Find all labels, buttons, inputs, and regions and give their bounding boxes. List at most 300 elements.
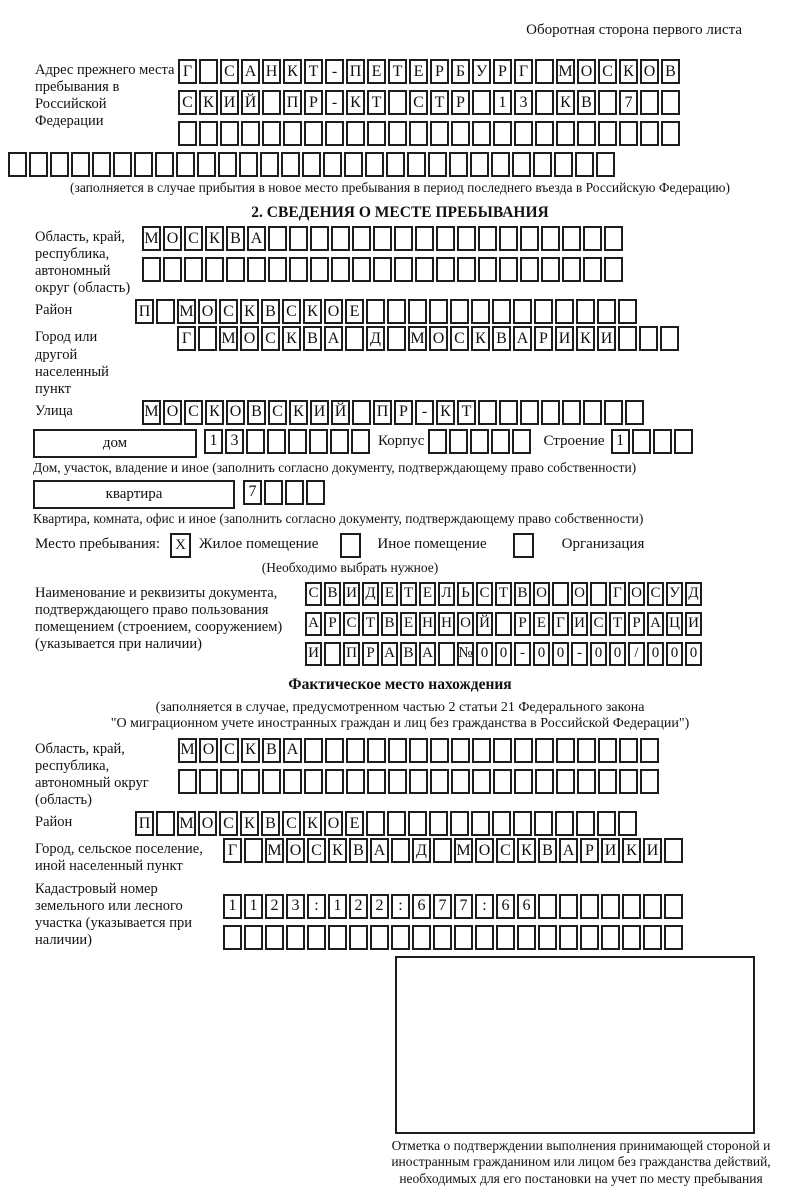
char-cell[interactable]: С bbox=[220, 738, 239, 763]
char-cell[interactable]: К bbox=[328, 838, 347, 863]
char-cell[interactable] bbox=[142, 257, 161, 282]
char-cell[interactable] bbox=[366, 299, 385, 324]
char-cell[interactable] bbox=[346, 769, 365, 794]
char-cell[interactable]: П bbox=[373, 400, 392, 425]
char-cell[interactable]: С bbox=[178, 90, 197, 115]
char-cell[interactable] bbox=[643, 894, 662, 919]
char-cell[interactable] bbox=[596, 152, 615, 177]
char-cell[interactable] bbox=[556, 738, 575, 763]
char-cell[interactable]: Е bbox=[381, 582, 398, 606]
char-cell[interactable]: П bbox=[135, 299, 154, 324]
char-cell[interactable]: В bbox=[226, 226, 245, 251]
char-cell[interactable] bbox=[554, 152, 573, 177]
char-cell[interactable] bbox=[496, 925, 515, 950]
char-cell[interactable]: К bbox=[205, 226, 224, 251]
char-cell[interactable] bbox=[323, 152, 342, 177]
char-cell[interactable] bbox=[345, 326, 364, 351]
char-cell[interactable]: К bbox=[240, 811, 259, 836]
char-cell[interactable] bbox=[268, 226, 287, 251]
char-cell[interactable]: О bbox=[324, 811, 343, 836]
char-cell[interactable] bbox=[429, 299, 448, 324]
char-cell[interactable]: Н bbox=[262, 59, 281, 84]
char-cell[interactable] bbox=[618, 299, 637, 324]
char-cell[interactable]: Й bbox=[476, 612, 493, 636]
char-cell[interactable]: О bbox=[475, 838, 494, 863]
char-cell[interactable] bbox=[597, 299, 616, 324]
char-cell[interactable] bbox=[520, 257, 539, 282]
char-cell[interactable]: Б bbox=[451, 59, 470, 84]
char-cell[interactable] bbox=[619, 769, 638, 794]
char-cell[interactable] bbox=[577, 738, 596, 763]
char-cell[interactable] bbox=[555, 299, 574, 324]
char-cell[interactable] bbox=[433, 925, 452, 950]
char-cell[interactable]: Г bbox=[223, 838, 242, 863]
char-cell[interactable] bbox=[134, 152, 153, 177]
char-cell[interactable] bbox=[262, 769, 281, 794]
char-cell[interactable] bbox=[366, 811, 385, 836]
char-cell[interactable]: Н bbox=[419, 612, 436, 636]
char-cell[interactable] bbox=[520, 226, 539, 251]
char-cell[interactable] bbox=[365, 152, 384, 177]
char-cell[interactable] bbox=[449, 152, 468, 177]
char-cell[interactable] bbox=[241, 769, 260, 794]
char-cell[interactable]: К bbox=[556, 90, 575, 115]
char-cell[interactable]: В bbox=[261, 811, 280, 836]
char-cell[interactable]: Л bbox=[438, 582, 455, 606]
char-cell[interactable]: В bbox=[262, 738, 281, 763]
char-cell[interactable]: О bbox=[640, 59, 659, 84]
char-cell[interactable]: А bbox=[324, 326, 343, 351]
char-cell[interactable]: А bbox=[381, 642, 398, 666]
char-cell[interactable] bbox=[247, 257, 266, 282]
char-cell[interactable]: О bbox=[240, 326, 259, 351]
char-cell[interactable] bbox=[92, 152, 111, 177]
char-cell[interactable]: И bbox=[597, 326, 616, 351]
char-cell[interactable]: К bbox=[241, 738, 260, 763]
char-cell[interactable] bbox=[541, 400, 560, 425]
char-cell[interactable] bbox=[451, 121, 470, 146]
char-cell[interactable] bbox=[512, 429, 531, 454]
char-cell[interactable] bbox=[598, 90, 617, 115]
char-cell[interactable]: К bbox=[303, 299, 322, 324]
char-cell[interactable]: Р bbox=[394, 400, 413, 425]
char-cell[interactable]: 2 bbox=[370, 894, 389, 919]
char-cell[interactable]: В bbox=[349, 838, 368, 863]
char-cell[interactable] bbox=[619, 738, 638, 763]
char-cell[interactable]: М bbox=[177, 811, 196, 836]
char-cell[interactable] bbox=[267, 429, 286, 454]
char-cell[interactable] bbox=[388, 90, 407, 115]
char-cell[interactable]: 6 bbox=[517, 894, 536, 919]
char-cell[interactable]: С bbox=[307, 838, 326, 863]
char-cell[interactable]: Е bbox=[419, 582, 436, 606]
char-cell[interactable]: В bbox=[577, 90, 596, 115]
char-cell[interactable]: М bbox=[178, 738, 197, 763]
char-cell[interactable]: Д bbox=[362, 582, 379, 606]
char-cell[interactable] bbox=[281, 152, 300, 177]
char-cell[interactable]: 3 bbox=[225, 429, 244, 454]
char-cell[interactable]: С bbox=[261, 326, 280, 351]
char-cell[interactable] bbox=[409, 738, 428, 763]
char-cell[interactable] bbox=[373, 257, 392, 282]
char-cell[interactable] bbox=[664, 894, 683, 919]
char-cell[interactable]: К bbox=[283, 59, 302, 84]
char-cell[interactable] bbox=[559, 894, 578, 919]
char-cell[interactable] bbox=[556, 121, 575, 146]
char-cell[interactable]: Р bbox=[534, 326, 553, 351]
char-cell[interactable] bbox=[394, 257, 413, 282]
char-cell[interactable]: М bbox=[177, 299, 196, 324]
char-cell[interactable] bbox=[239, 152, 258, 177]
char-cell[interactable]: В bbox=[324, 582, 341, 606]
char-cell[interactable]: С bbox=[220, 59, 239, 84]
char-cell[interactable]: Т bbox=[367, 90, 386, 115]
char-cell[interactable] bbox=[562, 400, 581, 425]
char-cell[interactable] bbox=[562, 226, 581, 251]
char-cell[interactable] bbox=[8, 152, 27, 177]
char-cell[interactable]: К bbox=[346, 90, 365, 115]
char-cell[interactable] bbox=[156, 299, 175, 324]
char-cell[interactable] bbox=[391, 925, 410, 950]
char-cell[interactable]: Е bbox=[533, 612, 550, 636]
char-cell[interactable]: Т bbox=[430, 90, 449, 115]
char-cell[interactable] bbox=[223, 925, 242, 950]
char-cell[interactable] bbox=[535, 738, 554, 763]
char-cell[interactable] bbox=[289, 226, 308, 251]
char-cell[interactable]: - bbox=[325, 59, 344, 84]
char-cell[interactable]: Е bbox=[409, 59, 428, 84]
char-cell[interactable] bbox=[226, 257, 245, 282]
char-cell[interactable]: 1 bbox=[328, 894, 347, 919]
char-cell[interactable]: Т bbox=[400, 582, 417, 606]
char-cell[interactable] bbox=[454, 925, 473, 950]
char-cell[interactable] bbox=[310, 226, 329, 251]
char-cell[interactable]: Ц bbox=[666, 612, 683, 636]
char-cell[interactable] bbox=[344, 152, 363, 177]
char-cell[interactable]: А bbox=[419, 642, 436, 666]
char-cell[interactable] bbox=[430, 121, 449, 146]
char-cell[interactable] bbox=[604, 257, 623, 282]
char-cell[interactable]: В bbox=[400, 642, 417, 666]
char-cell[interactable]: С bbox=[590, 612, 607, 636]
char-cell[interactable]: Й bbox=[241, 90, 260, 115]
char-cell[interactable]: С bbox=[496, 838, 515, 863]
char-cell[interactable]: К bbox=[471, 326, 490, 351]
char-cell[interactable] bbox=[640, 738, 659, 763]
char-cell[interactable] bbox=[178, 121, 197, 146]
char-cell[interactable]: - bbox=[325, 90, 344, 115]
char-cell[interactable] bbox=[535, 769, 554, 794]
char-cell[interactable]: 3 bbox=[286, 894, 305, 919]
char-cell[interactable]: О bbox=[163, 400, 182, 425]
char-cell[interactable]: С bbox=[184, 226, 203, 251]
char-cell[interactable] bbox=[409, 769, 428, 794]
char-cell[interactable]: О bbox=[571, 582, 588, 606]
char-cell[interactable] bbox=[598, 121, 617, 146]
char-cell[interactable]: 7 bbox=[243, 480, 262, 505]
char-cell[interactable]: О bbox=[533, 582, 550, 606]
char-cell[interactable] bbox=[199, 59, 218, 84]
char-cell[interactable] bbox=[512, 152, 531, 177]
char-cell[interactable]: С bbox=[343, 612, 360, 636]
char-cell[interactable] bbox=[304, 769, 323, 794]
char-cell[interactable] bbox=[199, 769, 218, 794]
char-cell[interactable] bbox=[351, 429, 370, 454]
char-cell[interactable] bbox=[268, 257, 287, 282]
char-cell[interactable] bbox=[262, 90, 281, 115]
char-cell[interactable]: А bbox=[559, 838, 578, 863]
char-cell[interactable] bbox=[499, 400, 518, 425]
char-cell[interactable]: К bbox=[576, 326, 595, 351]
char-cell[interactable] bbox=[583, 257, 602, 282]
char-cell[interactable] bbox=[472, 769, 491, 794]
char-cell[interactable]: О bbox=[457, 612, 474, 636]
char-cell[interactable] bbox=[408, 811, 427, 836]
char-cell[interactable] bbox=[310, 257, 329, 282]
char-cell[interactable]: К bbox=[303, 811, 322, 836]
char-cell[interactable]: Е bbox=[367, 59, 386, 84]
char-cell[interactable] bbox=[218, 152, 237, 177]
char-cell[interactable]: 7 bbox=[454, 894, 473, 919]
char-cell[interactable]: Т bbox=[457, 400, 476, 425]
char-cell[interactable]: Т bbox=[304, 59, 323, 84]
char-cell[interactable] bbox=[265, 925, 284, 950]
char-cell[interactable] bbox=[559, 925, 578, 950]
char-cell[interactable]: О bbox=[628, 582, 645, 606]
char-cell[interactable]: Т bbox=[495, 582, 512, 606]
char-cell[interactable]: В bbox=[247, 400, 266, 425]
char-cell[interactable]: 0 bbox=[476, 642, 493, 666]
char-cell[interactable]: К bbox=[517, 838, 536, 863]
char-cell[interactable] bbox=[352, 257, 371, 282]
char-cell[interactable]: Р bbox=[628, 612, 645, 636]
char-cell[interactable] bbox=[436, 226, 455, 251]
char-cell[interactable]: М bbox=[556, 59, 575, 84]
char-cell[interactable] bbox=[50, 152, 69, 177]
residential-checkbox[interactable]: X bbox=[170, 533, 191, 558]
char-cell[interactable]: О bbox=[199, 738, 218, 763]
char-cell[interactable]: 1 bbox=[493, 90, 512, 115]
char-cell[interactable] bbox=[412, 925, 431, 950]
char-cell[interactable]: В bbox=[303, 326, 322, 351]
char-cell[interactable] bbox=[324, 642, 341, 666]
char-cell[interactable] bbox=[493, 738, 512, 763]
char-cell[interactable] bbox=[428, 152, 447, 177]
char-cell[interactable]: : bbox=[391, 894, 410, 919]
char-cell[interactable]: 1 bbox=[223, 894, 242, 919]
char-cell[interactable] bbox=[325, 121, 344, 146]
char-cell[interactable]: С bbox=[282, 811, 301, 836]
char-cell[interactable] bbox=[514, 121, 533, 146]
char-cell[interactable] bbox=[577, 769, 596, 794]
char-cell[interactable]: Д bbox=[412, 838, 431, 863]
char-cell[interactable]: Р bbox=[304, 90, 323, 115]
char-cell[interactable] bbox=[373, 226, 392, 251]
char-cell[interactable] bbox=[388, 738, 407, 763]
char-cell[interactable] bbox=[604, 400, 623, 425]
char-cell[interactable] bbox=[664, 838, 683, 863]
char-cell[interactable] bbox=[285, 480, 304, 505]
char-cell[interactable]: Г bbox=[178, 59, 197, 84]
char-cell[interactable] bbox=[514, 769, 533, 794]
char-cell[interactable] bbox=[541, 257, 560, 282]
char-cell[interactable] bbox=[451, 769, 470, 794]
char-cell[interactable] bbox=[514, 738, 533, 763]
other-premises-checkbox[interactable] bbox=[340, 533, 361, 558]
char-cell[interactable] bbox=[598, 769, 617, 794]
char-cell[interactable] bbox=[604, 226, 623, 251]
char-cell[interactable] bbox=[471, 299, 490, 324]
char-cell[interactable]: 2 bbox=[265, 894, 284, 919]
char-cell[interactable] bbox=[580, 894, 599, 919]
char-cell[interactable] bbox=[661, 90, 680, 115]
char-cell[interactable]: С bbox=[598, 59, 617, 84]
char-cell[interactable]: М bbox=[142, 400, 161, 425]
char-cell[interactable]: О bbox=[163, 226, 182, 251]
char-cell[interactable] bbox=[163, 257, 182, 282]
char-cell[interactable] bbox=[331, 226, 350, 251]
char-cell[interactable] bbox=[367, 738, 386, 763]
char-cell[interactable] bbox=[619, 121, 638, 146]
char-cell[interactable] bbox=[244, 838, 263, 863]
char-cell[interactable]: О bbox=[198, 299, 217, 324]
char-cell[interactable] bbox=[205, 257, 224, 282]
char-cell[interactable]: С bbox=[219, 299, 238, 324]
organization-checkbox[interactable] bbox=[513, 533, 534, 558]
char-cell[interactable]: И bbox=[220, 90, 239, 115]
char-cell[interactable] bbox=[330, 429, 349, 454]
char-cell[interactable] bbox=[408, 299, 427, 324]
char-cell[interactable] bbox=[576, 811, 595, 836]
char-cell[interactable] bbox=[155, 152, 174, 177]
char-cell[interactable]: О bbox=[286, 838, 305, 863]
char-cell[interactable]: С bbox=[647, 582, 664, 606]
char-cell[interactable]: У bbox=[472, 59, 491, 84]
char-cell[interactable] bbox=[583, 226, 602, 251]
char-cell[interactable]: Г bbox=[552, 612, 569, 636]
char-cell[interactable]: Р bbox=[493, 59, 512, 84]
char-cell[interactable] bbox=[478, 400, 497, 425]
char-cell[interactable] bbox=[307, 925, 326, 950]
char-cell[interactable]: И bbox=[343, 582, 360, 606]
char-cell[interactable] bbox=[113, 152, 132, 177]
char-cell[interactable] bbox=[309, 429, 328, 454]
char-cell[interactable] bbox=[517, 925, 536, 950]
char-cell[interactable] bbox=[388, 769, 407, 794]
char-cell[interactable]: А bbox=[647, 612, 664, 636]
char-cell[interactable]: С bbox=[184, 400, 203, 425]
char-cell[interactable]: П bbox=[283, 90, 302, 115]
char-cell[interactable] bbox=[220, 121, 239, 146]
char-cell[interactable] bbox=[580, 925, 599, 950]
char-cell[interactable]: К bbox=[199, 90, 218, 115]
char-cell[interactable] bbox=[306, 480, 325, 505]
char-cell[interactable]: Р bbox=[451, 90, 470, 115]
char-cell[interactable] bbox=[472, 738, 491, 763]
char-cell[interactable] bbox=[264, 480, 283, 505]
char-cell[interactable] bbox=[387, 299, 406, 324]
char-cell[interactable] bbox=[478, 226, 497, 251]
char-cell[interactable]: Р bbox=[362, 642, 379, 666]
char-cell[interactable] bbox=[583, 400, 602, 425]
char-cell[interactable]: С bbox=[219, 811, 238, 836]
char-cell[interactable]: В bbox=[492, 326, 511, 351]
char-cell[interactable] bbox=[534, 299, 553, 324]
char-cell[interactable]: Т bbox=[362, 612, 379, 636]
char-cell[interactable]: О bbox=[577, 59, 596, 84]
char-cell[interactable]: Е bbox=[400, 612, 417, 636]
char-cell[interactable] bbox=[590, 582, 607, 606]
char-cell[interactable] bbox=[262, 121, 281, 146]
char-cell[interactable]: А bbox=[283, 738, 302, 763]
char-cell[interactable] bbox=[220, 769, 239, 794]
char-cell[interactable] bbox=[660, 326, 679, 351]
char-cell[interactable] bbox=[513, 299, 532, 324]
char-cell[interactable]: М bbox=[454, 838, 473, 863]
char-cell[interactable]: Н bbox=[438, 612, 455, 636]
char-cell[interactable]: 0 bbox=[590, 642, 607, 666]
char-cell[interactable] bbox=[541, 226, 560, 251]
char-cell[interactable]: И bbox=[310, 400, 329, 425]
char-cell[interactable]: К bbox=[622, 838, 641, 863]
char-cell[interactable] bbox=[288, 429, 307, 454]
char-cell[interactable] bbox=[436, 257, 455, 282]
char-cell[interactable] bbox=[639, 326, 658, 351]
char-cell[interactable]: А bbox=[305, 612, 322, 636]
char-cell[interactable]: Г bbox=[177, 326, 196, 351]
char-cell[interactable] bbox=[325, 769, 344, 794]
char-cell[interactable]: В bbox=[661, 59, 680, 84]
char-cell[interactable] bbox=[622, 894, 641, 919]
char-cell[interactable]: М bbox=[265, 838, 284, 863]
char-cell[interactable] bbox=[178, 769, 197, 794]
char-cell[interactable]: О bbox=[429, 326, 448, 351]
char-cell[interactable]: В bbox=[538, 838, 557, 863]
char-cell[interactable] bbox=[576, 299, 595, 324]
char-cell[interactable]: П bbox=[343, 642, 360, 666]
char-cell[interactable] bbox=[328, 925, 347, 950]
char-cell[interactable] bbox=[478, 257, 497, 282]
char-cell[interactable] bbox=[244, 925, 263, 950]
char-cell[interactable] bbox=[661, 121, 680, 146]
char-cell[interactable] bbox=[415, 257, 434, 282]
char-cell[interactable] bbox=[618, 326, 637, 351]
char-cell[interactable] bbox=[499, 257, 518, 282]
char-cell[interactable]: 1 bbox=[611, 429, 630, 454]
char-cell[interactable] bbox=[534, 811, 553, 836]
char-cell[interactable] bbox=[428, 429, 447, 454]
char-cell[interactable]: К bbox=[436, 400, 455, 425]
char-cell[interactable]: О bbox=[226, 400, 245, 425]
char-cell[interactable] bbox=[241, 121, 260, 146]
char-cell[interactable]: Й bbox=[331, 400, 350, 425]
char-cell[interactable] bbox=[472, 121, 491, 146]
char-cell[interactable]: И bbox=[571, 612, 588, 636]
char-cell[interactable]: 7 bbox=[433, 894, 452, 919]
char-cell[interactable] bbox=[653, 429, 672, 454]
char-cell[interactable] bbox=[535, 59, 554, 84]
char-cell[interactable] bbox=[575, 152, 594, 177]
char-cell[interactable] bbox=[538, 894, 557, 919]
char-cell[interactable] bbox=[538, 925, 557, 950]
char-cell[interactable]: 0 bbox=[533, 642, 550, 666]
char-cell[interactable] bbox=[450, 299, 469, 324]
char-cell[interactable]: / bbox=[628, 642, 645, 666]
char-cell[interactable] bbox=[71, 152, 90, 177]
char-cell[interactable] bbox=[601, 925, 620, 950]
char-cell[interactable] bbox=[470, 152, 489, 177]
char-cell[interactable] bbox=[430, 738, 449, 763]
